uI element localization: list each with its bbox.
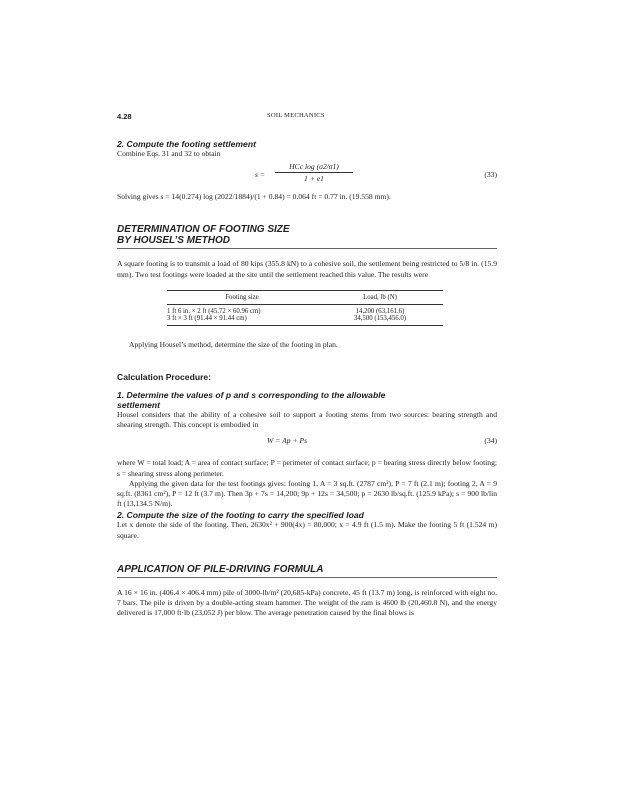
table-header-load: Load, lb (N) [363,293,397,301]
step-title-settlement: 2. Compute the footing settlement [117,139,256,149]
table-cell: 14,200 (63,161.6) [355,307,405,315]
table-cell: 3 ft × 3 ft (91.44 × 91.44 cm) [167,314,247,322]
heading-line-1: DETERMINATION OF FOOTING SIZE [117,224,290,236]
eq34-number: (34) [484,436,497,446]
step1-text: Housel considers that the ability of a cohesive soil to support a footing stems from two sources: bearing strength and shearing strength. This concept is embodied in [117,410,497,430]
calc-procedure-heading: Calculation Procedure: [117,372,212,383]
eq34-expression: W = Ap + Ps [267,436,308,446]
section-rule [117,248,497,249]
step1-title-line-2: settlement [117,400,160,411]
section-rule [117,577,497,578]
running-title: SOIL MECHANICS [267,112,325,119]
step2-title: 2. Compute the size of the footing to carry the specified load [117,510,364,521]
where-text: where W = total load; A = area of contact surface; P = perimeter of contact surface; p = bearing stress directly below footing; s = shearing stress along perimeter. [117,458,497,478]
test-footing-table [167,290,443,326]
page-header [117,112,497,124]
heading-line-2: BY HOUSEL’S METHOD [117,235,230,247]
document-page [117,112,497,618]
eq33-lhs: s = [255,170,265,180]
table-header-footing-size: Footing size [225,293,259,301]
intro-text: Combine Eqs. 31 and 32 to obtain [117,149,221,158]
equation-34 [117,436,497,448]
table-row [167,315,443,326]
step2-text: Let x denote the side of the footing. Then, 2630x² + 900(4x) = 80,000; x = 4.9 ft (1.5 m). Make the footing 5 ft (1.524 m) square. [117,520,497,540]
pile-driving-text: A 16 × 16 in. (406.4 × 406.4 mm) pile of 3000-lb/m² (20,685-kPa) concrete, 45 ft (13.7 m) long, is reinforced with eight no. 7 bars. The pile is driven by a double-acting steam hammer. The weight of the ram is 4600 lb (20,460.8 N), and the energy delivered is 17,000 ft·lb (23,052 J) per blow. The average penetration caused by the final blows is [117,587,497,618]
applying-text: Applying the given data for the test footings gives: footing 1, A = 3 sq.ft. (2787 cm²), P = 7 ft (2.1 m); footing 2, A = 9 sq.ft. (8361 cm²), P = 12 ft (3.7 m). Then 3p + 7s = 14,200; 9p + 12s = 34,500; p = 2630 lb/sq.ft. (125.9 kPa); s = 900 lb/lin ft (13,134.5 N/m). [117,478,497,509]
equation-33 [117,162,497,186]
table-cell: 34,500 (153,456.0) [353,314,407,322]
task-text: Applying Housel’s method, determine the size of the footing in plan. [129,339,338,349]
step1-title [117,390,497,410]
eq33-number: (33) [484,170,497,180]
page-number: 4.28 [117,112,132,121]
eq33-numerator: HCc log (σ2/σ1) [289,162,339,172]
eq33-fraction-bar [275,172,353,173]
table-row [167,304,443,315]
step1-title-line-1: 1. Determine the values of p and s corresponding to the allowable [117,390,386,401]
section-heading-pile-driving: APPLICATION OF PILE-DRIVING FORMULA [117,563,324,575]
table-header-row [167,290,443,304]
problem-statement: A square footing is to transmit a load of 80 kips (355.8 kN) to a cohesive soil, the settlement being restricted to 5/8 in. (15.9 mm). Two test footings were loaded at the site until the settlement reached this value. The results were [117,259,497,279]
table-cell: 1 ft 6 in. × 2 ft (45.72 × 60.96 cm) [167,307,261,315]
eq33-denominator: 1 + e1 [304,174,324,184]
section-heading-housel [117,224,497,246]
solving-text: Solving gives s = 14(0.274) log (2022/1884)/(1 + 0.84) = 0.064 ft = 0.77 in. (19.558 mm). [117,192,391,202]
